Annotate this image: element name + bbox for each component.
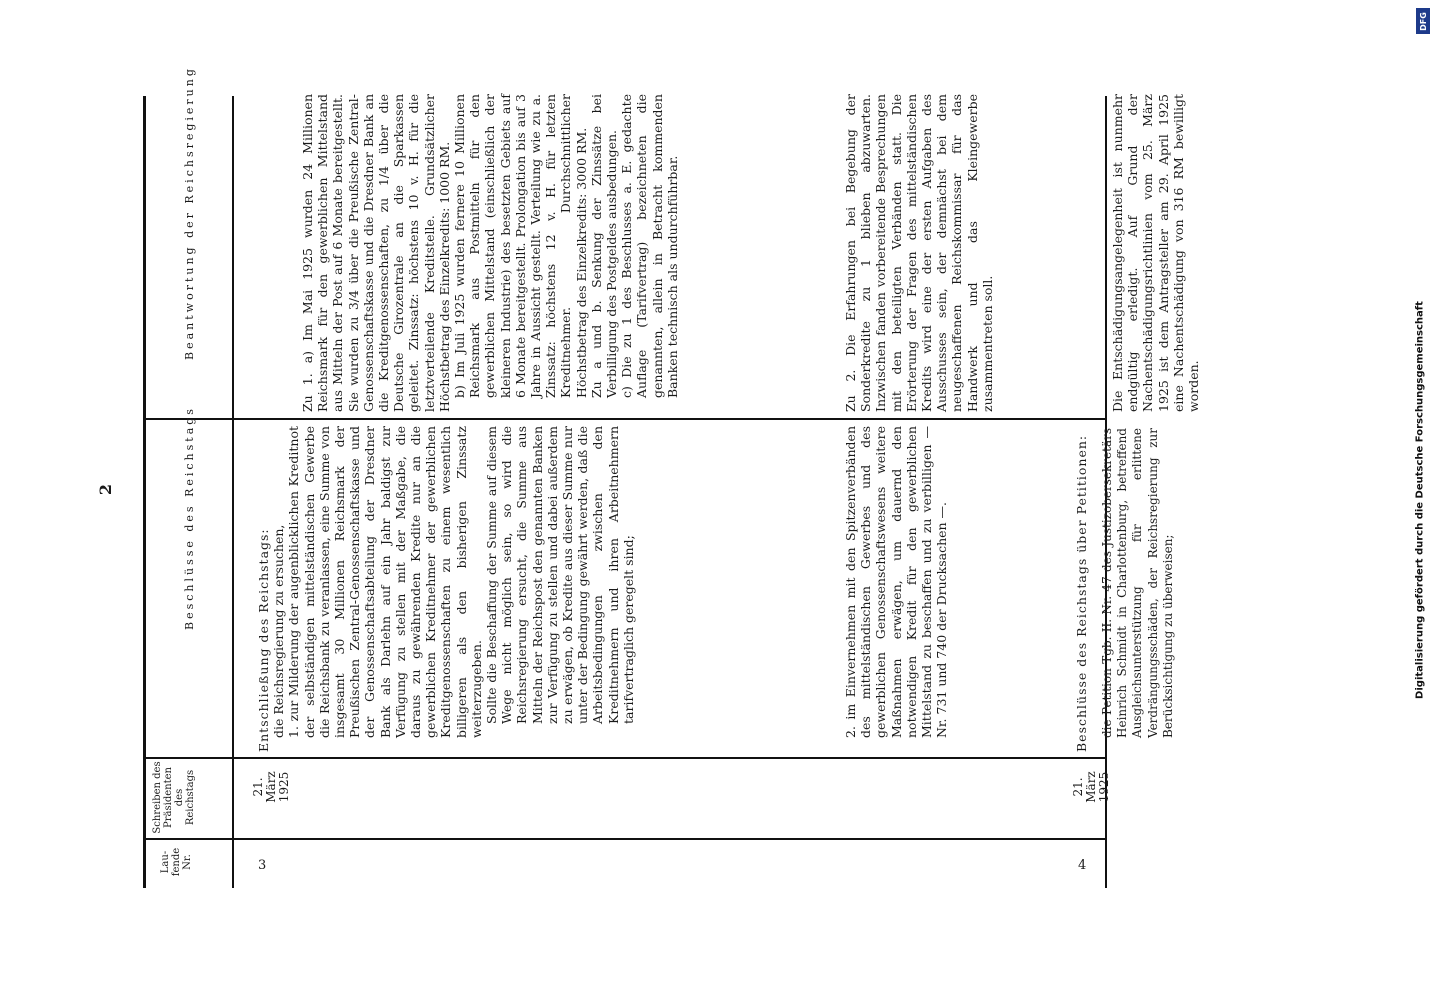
page-number: 2 xyxy=(96,483,116,496)
table-rule-header xyxy=(232,96,234,888)
row-number: 3 xyxy=(258,858,267,873)
antwort-p5: Zu 2. Die Erfahrungen bei Begebung der Sonderkredite zu 1 blieben abzuwarten. Inzwischen fanden vorbereitende Besprechungen mit den beteiligten Verbänden statt. Die Erörterung der Fragen des mittelständischen Kredits wird eine der ersten Aufgaben des Ausschusses sein, der demnächst bei dem neugeschaffenen Reichskommissar für das Handwerk und das Kleingewerbe zusammentreten soll. xyxy=(843,94,995,412)
row-date: 21. März 1925 xyxy=(1071,771,1111,803)
row-3-antwort xyxy=(300,94,680,412)
row-date: 21. März 1925 xyxy=(251,771,291,803)
column-rule-2 xyxy=(143,757,1107,759)
row-4-antwort xyxy=(1110,94,1201,412)
antwort-p2: b) Im Juli 1925 wurden fernere 10 Millionen Reichsmark aus Postmitteln für den gewerblichen Mittelstand (einschließlich der kleineren Industrie) des besetzten Gebiets auf 6 Monate bereitgestellt. Prolongation bis auf 3 Jahre in Aussicht gestellt. Verteilung wie zu a. Zinssatz: höchstens 12 v. H. für letzten Kreditnehmer. Durchschnittlicher Höchstbetrag des Einzelkredits: 3000 RM. xyxy=(452,94,589,398)
antwort-p1: Zu 1. a) Im Mai 1925 wurden 24 Millionen Reichsmark für den gewerblichen Mittelstand aus Mitteln der Post auf 6 Monate bereitgestellt. Sie wurden zu 3/4 über die Preußische Zentral-Genossenschaftskasse und die Dresdner Bank an die Kreditgenossenschaften, zu 1/4 über die Deutsche Girozentrale an die Sparkassen geleitet. Zinssatz: höchstens 10 v. H. für die letztverteilende Kreditstelle. Grundsätzlicher Höchstbetrag des Einzelkredits: 1000 RM. xyxy=(300,94,452,412)
row-3-beschluss xyxy=(256,426,636,752)
antwort-p4: c) Die zu 1 des Beschlusses a. E. gedachte Auflage (Tarifvertrag) bezeichneten die genannten, allein in Betracht kommenden Banken technisch als undurchführbar. xyxy=(619,94,680,398)
antwort-p1: Die Entschädigungsangelegenheit ist nunmehr endgültig erledigt. Auf Grund der Nachentschädigungsrichtlinien vom 25. März 1925 ist dem Antragsteller am 29. April 1925 eine Nachentschädigung von 316 RM bewilligt worden. xyxy=(1110,94,1202,412)
row-3-antwort-zu-2 xyxy=(843,94,995,412)
row-4-beschluss xyxy=(1074,426,1089,752)
row-number: 4 xyxy=(1078,858,1087,873)
beschluss-title: Entschließung des Reichstags: xyxy=(256,528,271,752)
header-beantwortung: Beantwortung der Reichsregierung xyxy=(183,66,196,360)
column-rule-1 xyxy=(143,838,1107,840)
beschluss-intro: die Reichsregierung zu ersuchen, xyxy=(271,524,287,738)
digitization-watermark: Digitalisierung gefördert durch die Deutsche Forschungsgemeinschaft xyxy=(1414,301,1426,699)
row-3-beschluss-item-2 xyxy=(843,426,949,752)
beschluss-title: Beschlüsse des Reichstags über Petitionen: xyxy=(1074,434,1089,752)
table-rule-top xyxy=(143,96,146,888)
row-4-beschluss-petitions xyxy=(1100,428,1176,738)
beschluss-petition-1: die Petition Tgb. II. Nr. 47 des Justizobersekretärs Heinrich Schmidt in Charlottenburg, betreffend Ausgleichsunterstützung für erlittene Verdrängungsschäden, der Reichsregierung zur Berücksichtigung zu überweisen; xyxy=(1100,428,1175,738)
beschluss-item-2: 2. im Einvernehmen mit den Spitzenverbänden des mittelständischen Gewerbes und des gewerblichen Genossenschaftswesens weitere Maßnahmen erwägen, um dauernd den notwendigen Kredit für den gewerblichen Mittelstand zu beschaffen und zu verbilligen — Nr. 731 und 740 der Drucksachen —. xyxy=(843,426,950,738)
dfg-logo: DFG xyxy=(1416,8,1430,34)
header-schreiben: Schreiben des Präsidenten des Reichstags xyxy=(152,761,196,834)
antwort-p3: Zu a und b. Senkung der Zinssätze bei Verbilligung des Postgeldes ausbedungen. xyxy=(588,94,620,398)
beschluss-item-1b: Sollte die Beschaffung der Summe auf diesem Wege nicht möglich sein, so wird die Reichsregierung ersucht, die Summe aus Mitteln der Reichspost den genannten Banken zur Verfügung zu stellen und dabei außerdem zu erwägen, ob Kredite aus dieser Summe nur unter der Bedingung gewährt werden, daß die Arbeitsbedingungen zwischen den Kreditnehmern und ihren Arbeitnehmern tarifvertraglich geregelt sind; xyxy=(484,426,636,724)
beschluss-item-1: 1. zur Milderung der augenblicklichen Kreditnot der selbständigen mittelständischen Gewerbe die Reichsbank zu veranlassen, eine Summe von insgesamt 30 Millionen Reichsmark der Preußischen Zentral-Genossenschaftskasse und der Genossenschaftsabteilung der Dresdner Bank als Darlehn auf ein Jahr baldigst zur Verfügung zu stellen mit der Maßgabe, die daraus zu gewährenden Kredite nur an die gewerblichen Kreditnehmer der gewerblichen Kreditgenossenschaften zu einem wesentlich billigeren als den bisherigen Zinssatz weiterzugeben. xyxy=(286,426,484,738)
column-rule-3 xyxy=(143,418,1107,420)
header-beschluesse: Beschlüsse des Reichstags xyxy=(183,406,196,630)
header-lfd-nr: Lau-fende Nr. xyxy=(160,847,193,877)
